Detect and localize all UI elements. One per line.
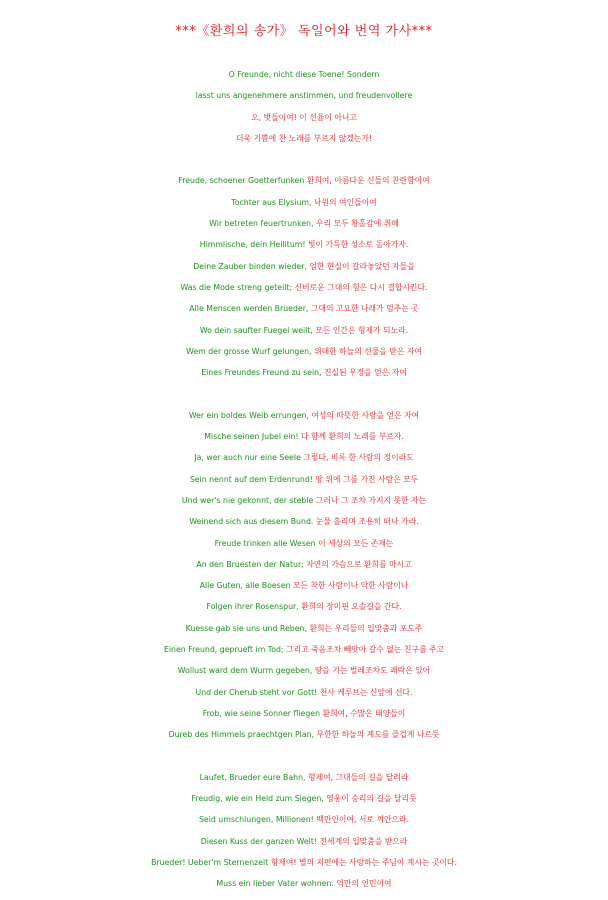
german-lyric: Alle Guten, alle Boesen	[199, 581, 291, 591]
korean-translation: 형제여, 그대들의 길을 달려라	[308, 772, 409, 782]
lyric-line	[0, 724, 608, 745]
german-lyric: Mische seinen Jubel ein!	[204, 432, 299, 442]
korean-translation: 무한한 하늘의 계도를 즐겁게 나르듯	[316, 730, 440, 740]
korean-translation: 낙원의 여인들이여	[313, 197, 377, 207]
lyric-line	[0, 533, 608, 554]
german-lyric: Sein nennt auf dem Erdenrund!	[189, 474, 313, 484]
german-lyric: Alle Menscen werden Brueder,	[189, 304, 309, 314]
german-lyric: Eines Freundes Freund zu sein,	[201, 368, 322, 378]
korean-translation: 여성의 따뜻한 사랑을 얻은 자여	[311, 410, 420, 420]
lyric-line	[0, 320, 608, 341]
lyrics-lines	[0, 64, 608, 895]
german-lyric: Kuesse gab sie uns und Reben,	[185, 623, 307, 633]
korean-translation: 그러나 그 조차 가지지 못한 자는	[315, 495, 427, 505]
lyric-line	[0, 809, 608, 830]
lyric-line	[0, 767, 608, 788]
german-lyric: Diesen Kuss der ganzen Welt!	[200, 836, 318, 846]
german-lyric: Was die Mode streng geteilt;	[180, 282, 293, 292]
lyric-line	[0, 426, 608, 447]
korean-translation: 그렇다, 비록 한 사람의 정이라도	[303, 453, 414, 463]
lyric-line	[0, 107, 608, 128]
lyric-line	[0, 469, 608, 490]
lyric-line	[0, 256, 608, 277]
german-lyric: Und wer's nie gekonnt, der steble	[181, 495, 314, 505]
german-lyric: Weinend sich aus diesem Bund.	[189, 517, 314, 527]
lyric-line	[0, 639, 608, 660]
korean-translation: 자연의 가슴으로 환희를 마시고	[306, 559, 412, 569]
korean-translation: 전세계의 입맞춤을 받으라	[319, 836, 408, 846]
german-lyric: Freudig, wie ein Held zum Siegen,	[191, 794, 324, 804]
korean-translation: 천사 케루브는 신앞에 선다.	[319, 687, 413, 697]
german-lyric: Einen Freund, geprueft im Tod;	[163, 645, 284, 655]
korean-translation: 진실된 우정을 얻은 자여	[324, 368, 407, 378]
korean-translation: 신비로운 그대의 힘은 다시 결합시킨다.	[294, 282, 428, 292]
korean-translation: 엄한 현실이 갈라놓았던 자들을	[309, 261, 415, 271]
korean-translation: 환희는 우리들의 입맞춤과 포도주	[309, 623, 423, 633]
lyric-line	[0, 596, 608, 617]
lyric-line	[0, 788, 608, 809]
lyric-line	[0, 703, 608, 724]
lyric-line	[0, 170, 608, 191]
korean-translation: 위대한 하늘의 선물을 받은 자여	[314, 346, 422, 356]
german-lyric: An den Bruesten der Natur;	[196, 559, 304, 569]
lyric-line	[0, 362, 608, 383]
german-lyric: Freude, schoener Goetterfunken	[178, 176, 305, 186]
german-lyric: Brueder! Ueber'm Sternenzelt	[151, 857, 269, 867]
lyric-line	[0, 682, 608, 703]
german-lyric: Frob, wie seine Sonner fliegen	[202, 708, 321, 718]
lyric-line	[0, 341, 608, 362]
korean-translation: 땅을 기는 벌레조차도 쾌락은 있어	[314, 666, 431, 676]
korean-translation: 더욱 기쁨에 찬 노래를 부르지 않겠는가!	[235, 133, 373, 143]
german-lyric: Wollust ward dem Wurm gegeben,	[177, 666, 313, 676]
german-lyric: Wem der grosse Wurf gelungen,	[186, 346, 312, 356]
lyric-line	[0, 618, 608, 639]
german-lyric: Seid umschlungen, Millionen!	[198, 815, 314, 825]
korean-translation: 영웅이 승리의 길을 달리듯	[326, 794, 417, 804]
lyric-line	[0, 447, 608, 468]
korean-translation: 모든 착한 사람이나 악한 사람이나	[292, 581, 409, 591]
korean-translation: 그대의 고요한 나래가 멈추는 곳	[310, 304, 419, 314]
lyric-line	[0, 873, 608, 894]
lyric-line	[0, 660, 608, 681]
lyric-line	[0, 831, 608, 852]
german-lyric: Deine Zauber binden wieder,	[193, 261, 307, 271]
lyric-line	[0, 511, 608, 532]
korean-translation: 환희의 장미핀 오솔길을 간다.	[301, 602, 402, 612]
german-lyric: lasst uns angenehmere anstimmen, und freudenvollere	[195, 91, 413, 101]
german-lyric: Tochter aus Elysium,	[231, 197, 312, 207]
lyric-line	[0, 554, 608, 575]
german-lyric: Folgen ihrer Rosenspur,	[206, 602, 299, 612]
lyric-line	[0, 405, 608, 426]
german-lyric: Muss ein lieber Vater wohnen.	[216, 879, 334, 889]
lyric-line	[0, 234, 608, 255]
lyric-line	[0, 192, 608, 213]
korean-translation: 눈물 흘리며 조용히 떠나 가라.	[315, 517, 419, 527]
korean-translation: 오, 벗들이여! 이 선율이 아니고	[251, 112, 357, 122]
lyric-line	[0, 128, 608, 149]
korean-translation: 그리고 죽음조차 빼앗아 갈수 없는 친구를 주고	[286, 645, 445, 655]
german-lyric: Ja, wer auch nur eine Seele	[194, 453, 301, 463]
lyric-line	[0, 213, 608, 234]
korean-translation: 빛이 가득한 성소로 돌아가자.	[308, 240, 409, 250]
lyric-line	[0, 852, 608, 873]
korean-translation: 환희여, 수많은 태양들이	[322, 708, 406, 718]
lyric-line	[0, 85, 608, 106]
lyric-line	[0, 64, 608, 85]
german-lyric: Wo dein saufter Fuegel weilt,	[199, 325, 313, 335]
korean-translation: 땅 위에 그를 가진 사람은 모두	[315, 474, 419, 484]
german-lyric: Wir betreten feuertrunken,	[209, 219, 314, 229]
german-lyric: Himmlische, dein Heilitum!	[199, 240, 306, 250]
german-lyric: O Freunde, nicht diese Toene! Sondern	[228, 70, 380, 79]
korean-translation: 백만인이여, 서로 껴안으라.	[316, 815, 410, 825]
lyric-line	[0, 575, 608, 596]
german-lyric: Wer ein boldes Weib errungen,	[188, 410, 309, 420]
stanza-gap	[0, 383, 608, 404]
stanza-gap	[0, 149, 608, 170]
german-lyric: Laufet, Brueder eure Bahn,	[199, 772, 306, 782]
korean-translation: 모든 인간은 형제가 되노라.	[315, 325, 409, 335]
korean-translation: 이 세상의 모든 존재는	[318, 538, 394, 548]
korean-translation: 우리 모두 황홀감에 취해	[316, 219, 399, 229]
lyric-line	[0, 277, 608, 298]
lyric-line	[0, 298, 608, 319]
korean-translation: 억만의 인민이여	[336, 879, 392, 889]
lyric-line	[0, 490, 608, 511]
german-lyric: Dureb des Himmels praechtgen Plan,	[168, 730, 315, 740]
korean-translation: 형제여! 별의 저편에는 사랑하는 주님이 계시는 곳이다.	[270, 857, 457, 867]
page-title: ***《환희의 송가》 독일어와 번역 가사***	[175, 24, 433, 39]
german-lyric: Und der Cherub steht vor Gott!	[195, 687, 318, 697]
korean-translation: 다 함께 환희의 노래를 부르자.	[301, 432, 404, 442]
stanza-gap	[0, 746, 608, 767]
german-lyric: Freude trinken alle Wesen	[214, 538, 316, 548]
korean-translation: 환희여, 아름다운 신들의 찬란함이여	[306, 176, 430, 186]
